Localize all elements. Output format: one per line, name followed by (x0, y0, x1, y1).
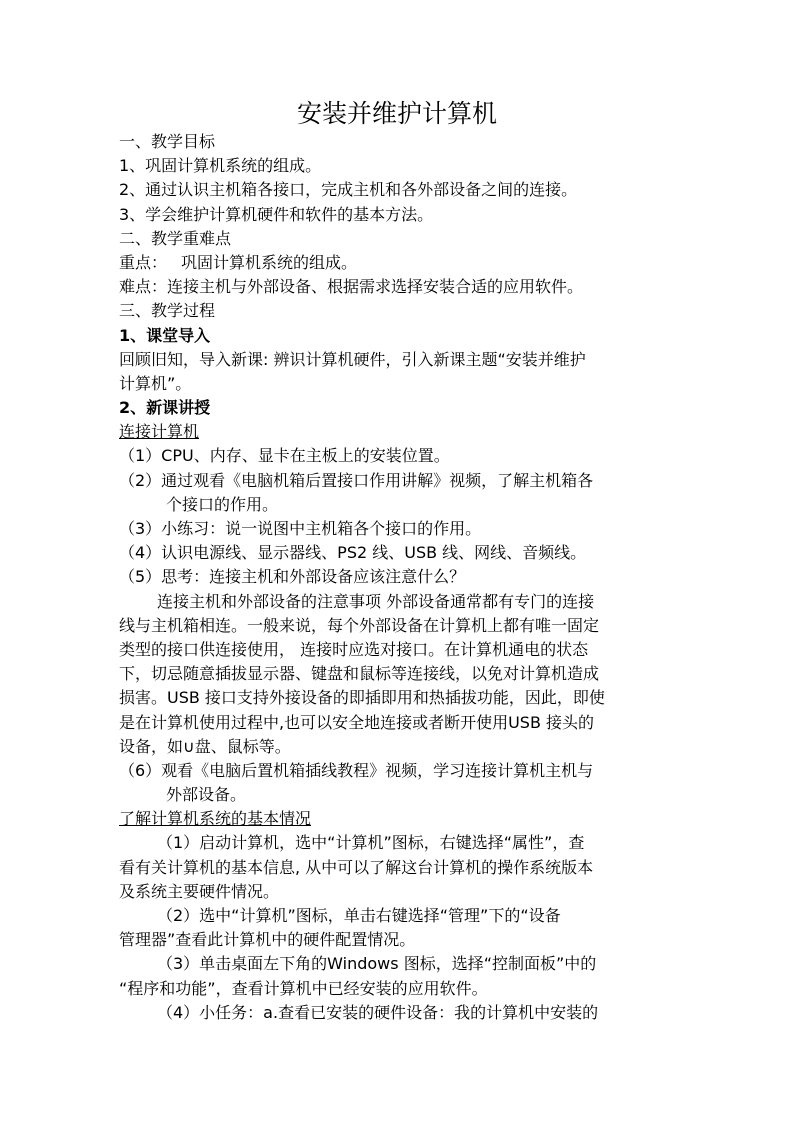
key-point-label: 重点： (119, 252, 168, 272)
system-info-paragraph-line: （3）单击桌面左下角的Windows 图标，选择“控制面板”中的 (157, 954, 597, 974)
key-point-text: 巩固计算机系统的组成。 (181, 252, 358, 272)
step-item: （5）思考：连接主机和外部设备应该注意什么？ (119, 567, 466, 587)
step-item: （1）CPU、内存、显卡在主板上的安装位置。 (119, 446, 450, 466)
difficulty-point: 难点：连接主机与外部设备、根据需求选择安装合适的应用软件。 (119, 277, 584, 297)
step-item-continued: 外部设备。 (166, 785, 247, 805)
objective-item: 1、巩固计算机系统的组成。 (119, 156, 322, 176)
note-paragraph-line: 下，切忌随意插拔显示器、键盘和鼠标等连接线，以免对计算机造成 (119, 664, 600, 684)
key-point (119, 251, 681, 275)
note-paragraph-line: 线与主机箱相连。一般来说，每个外部设备在计算机上都有唯一固定 (119, 615, 600, 635)
document-body (119, 130, 681, 1025)
step-item: （6）观看《电脑后置机箱插线教程》视频，学习连接计算机主机与 (119, 760, 594, 780)
system-info-paragraph-line: 管理器”查看此计算机中的硬件配置情况。 (119, 930, 416, 950)
system-info-paragraph-line: “程序和功能”，查看计算机中已经安装的应用软件。 (119, 978, 488, 998)
system-info-paragraph-line: （4）小任务：a.查看已安装的硬件设备：我的计算机中安装的 (157, 1002, 599, 1022)
step-item-continued: 个接口的作用。 (166, 494, 279, 514)
section-heading-objectives: 一、教学目标 (119, 132, 216, 151)
objective-item: 2、通过认识主机箱各接口，完成主机和各外部设备之间的连接。 (119, 180, 578, 200)
section-heading-key-points: 二、教学重难点 (119, 228, 232, 248)
intro-line: 计算机”。 (119, 373, 192, 393)
note-paragraph-line: 连接主机和外部设备的注意事项 外部设备通常都有专门的连接 (157, 591, 595, 611)
topic-system-info: 了解计算机系统的基本情况 (119, 809, 312, 829)
note-paragraph-line: 损害。USB 接口支持外接设备的即插即用和热插拔功能，因此，即使 (119, 688, 605, 708)
system-info-paragraph-line: （1）启动计算机，选中“计算机”图标，右键选择“属性”，查 (157, 833, 585, 853)
step-item: （4）认识电源线、显示器线、PS2 线、USB 线、网线、音频线。 (119, 543, 587, 563)
system-info-paragraph-line: 看有关计算机的基本信息, 从中可以了解这台计算机的操作系统版本 (119, 857, 594, 877)
note-paragraph-line: 设备，如∪盘、鼠标等。 (119, 736, 291, 756)
step-item: （3）小练习：说一说图中主机箱各个接口的作用。 (119, 519, 482, 538)
document-title: 安装并维护计算机 (296, 99, 497, 128)
note-paragraph-line: 类型的接口供连接使用， 连接时应选对接口。在计算机通电的状态 (119, 639, 589, 659)
subheading-intro: 1、课堂导入 (119, 325, 211, 345)
section-heading-process: 三、教学过程 (119, 301, 216, 321)
system-info-paragraph-line: 及系统主要硬件情况。 (119, 881, 280, 901)
objective-item: 3、学会维护计算机硬件和软件的基本方法。 (119, 204, 434, 224)
system-info-paragraph-line: （2）选中“计算机”图标，单击右键选择“管理”下的“设备 (157, 906, 561, 925)
topic-connect-computer: 连接计算机 (119, 422, 200, 442)
step-item: （2）通过观看《电脑机箱后置接口作用讲解》视频，了解主机箱各 (119, 470, 594, 490)
subheading-lesson: 2、新课讲授 (119, 398, 211, 418)
note-paragraph-line: 是在计算机使用过程中,也可以安全地连接或者断开使用USB 接头的 (119, 712, 595, 732)
intro-line: 回顾旧知，导入新课: 辨识计算机硬件，引入新课主题“安装并维护 (119, 349, 586, 369)
